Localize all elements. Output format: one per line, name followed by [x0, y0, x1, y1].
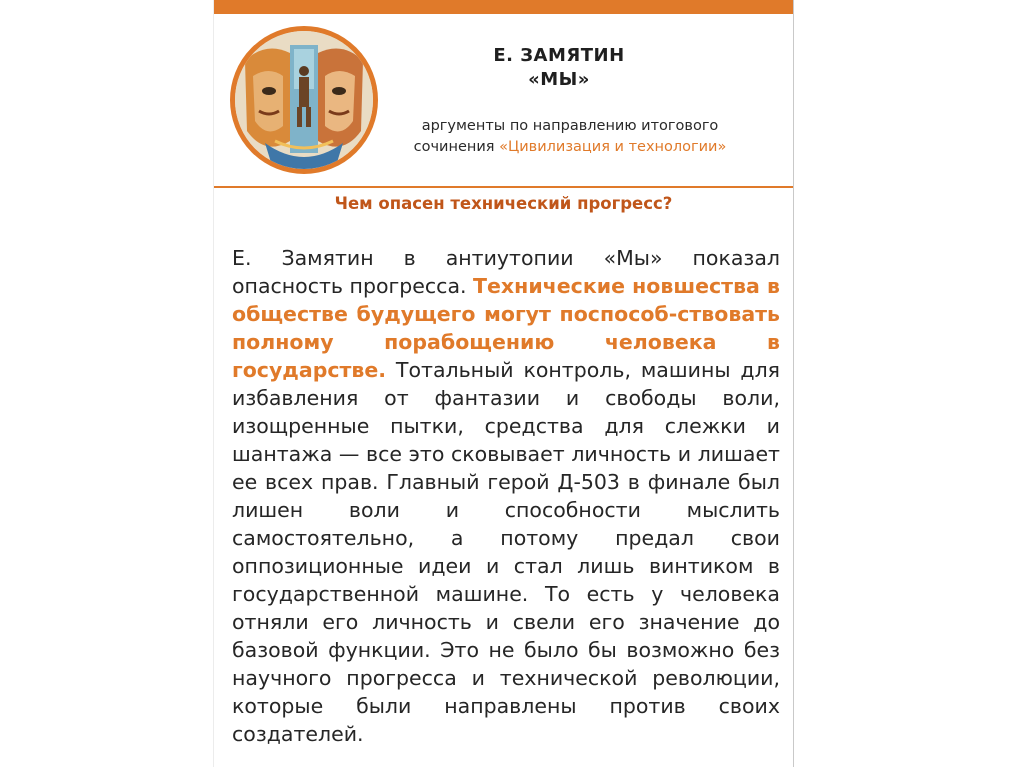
- author-name: Е. ЗАМЯТИН: [493, 45, 625, 66]
- argument-paragraph: [232, 244, 780, 748]
- paragraph-rest: Тотальный контроль, машины для избавления от фантазии и свободы воли, изощренные пытки, средства для слежки и шантажа — все это сковывает личность и лишает ее всех прав. Главный герой Д-503 в финале был лишен воли и способности мыслить самостоятельно, а потому предал свои оппозиционные идеи и стал лишь винтиком в государственной машине. То есть у человека отняли его личность и свели его значение до базовой функции. Это не было бы возможно без научного прогресса и технической революции, которые были направлены против своих создателей.: [232, 358, 780, 746]
- subtitle-topic: «Цивилизация и технологии»: [499, 139, 727, 155]
- novel-title: «МЫ»: [528, 69, 590, 90]
- subtitle: [390, 116, 750, 158]
- paragraph-highlight: Технические новшества в обществе будущего могут поспособ-ствовать полному порабощению человека в государстве.: [232, 274, 780, 382]
- question-heading: Чем опасен технический прогресс?: [334, 194, 673, 213]
- subtitle-line2-prefix: сочинения: [413, 139, 500, 155]
- top-accent-bar: [214, 0, 793, 14]
- book-title: [444, 44, 674, 92]
- book-cover-illustration-icon: [230, 26, 378, 174]
- document-card: [213, 0, 794, 767]
- paragraph-intro: Е. Замятин в антиутопии «Мы» показал опасность прогресса.: [232, 246, 780, 298]
- section-divider: [214, 186, 793, 188]
- subtitle-line2: [390, 137, 750, 158]
- subtitle-line1: аргументы по направлению итогового: [421, 118, 719, 134]
